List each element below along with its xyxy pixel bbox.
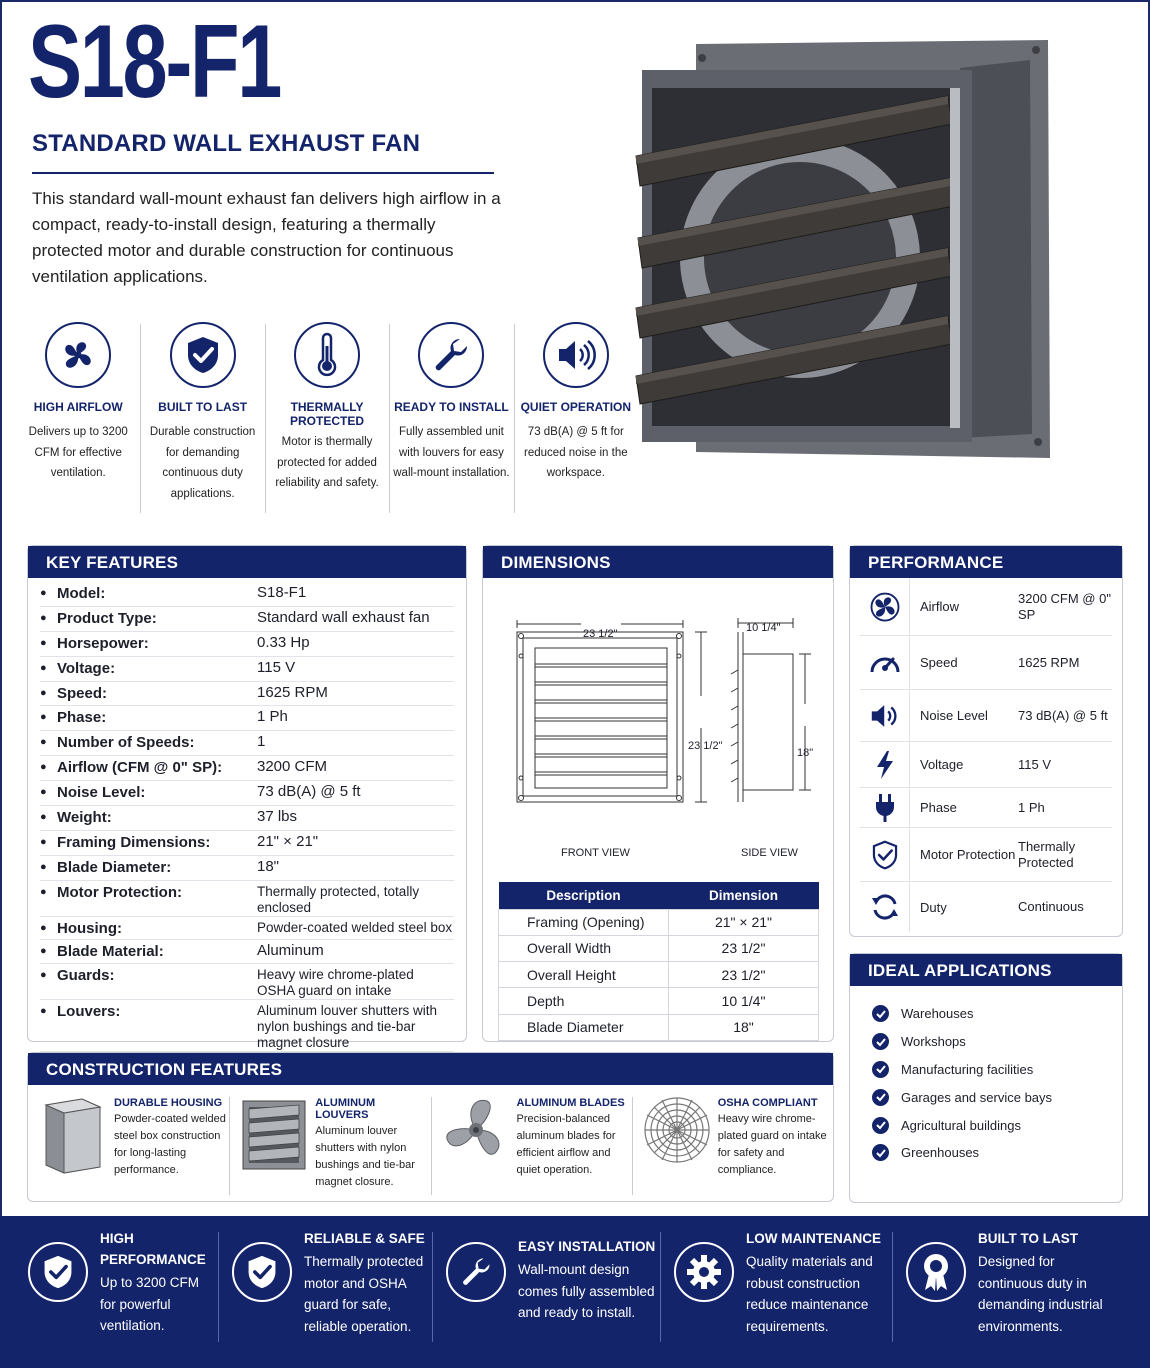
dimensions-title: DIMENSIONS	[483, 546, 833, 578]
shield-check-icon	[860, 828, 910, 881]
performance-row	[860, 788, 1112, 828]
product-subtitle: STANDARD WALL EXHAUST FAN	[32, 130, 421, 157]
dimension-description: Depth	[499, 988, 669, 1014]
dimension-value: 23 1/2"	[669, 935, 819, 961]
key-feature-label: Number of Speeds:	[57, 734, 195, 752]
list-item	[872, 1111, 1122, 1139]
wrench-icon	[418, 322, 484, 388]
applications-panel	[849, 953, 1123, 1203]
product-image	[630, 38, 1060, 468]
key-feature-value: 1	[257, 733, 266, 751]
dimension-value: 23 1/2"	[669, 962, 819, 988]
key-feature-value: Thermally protected, totally enclosed	[257, 883, 420, 915]
highlight-title: HIGH AIRFLOW	[33, 400, 123, 414]
highlight-title: THERMALLY PROTECTED	[290, 400, 365, 428]
highlight-text: Delivers up to 3200 CFM for effective ventilation.	[28, 426, 128, 479]
key-feature-label: Airflow (CFM @ 0" SP):	[57, 759, 223, 777]
banner-title: EASY INSTALLATION	[518, 1239, 656, 1254]
banner-text: Up to 3200 CFM for powerful ventilation.	[100, 1275, 200, 1333]
key-feature-value: 115 V	[257, 658, 296, 676]
check-icon	[872, 1061, 889, 1078]
key-feature-label: Product Type:	[57, 609, 157, 627]
gear-icon	[674, 1242, 734, 1302]
bullet-icon: ●	[40, 786, 47, 799]
bullet-icon: ●	[40, 1004, 47, 1017]
construction-panel	[27, 1052, 834, 1202]
model-title: S18-F1	[28, 4, 280, 120]
performance-value: 1 Ph	[1018, 799, 1045, 815]
list-item	[872, 1000, 1122, 1028]
highlight-text: Fully assembled unit with louvers for easy wall-mount installation.	[393, 426, 510, 479]
application-label: Greenhouses	[901, 1145, 980, 1161]
performance-title: PERFORMANCE	[850, 546, 1122, 578]
key-feature-label: Horsepower:	[57, 634, 149, 652]
side-height-label: 18"	[797, 747, 814, 759]
key-feature-value: 3200 CFM	[257, 758, 328, 776]
key-feature-row	[40, 856, 454, 881]
list-item	[872, 1056, 1122, 1084]
key-feature-row	[40, 682, 454, 707]
check-icon	[872, 1005, 889, 1022]
bullet-icon: ●	[40, 860, 47, 873]
banner-item	[446, 1228, 674, 1368]
dimension-value: 21" × 21"	[669, 909, 819, 935]
highlight-high-airflow	[16, 322, 140, 517]
key-feature-label: Blade Material:	[57, 943, 164, 961]
shield-check-icon	[232, 1242, 292, 1302]
construction-item	[632, 1095, 833, 1191]
key-feature-value: Powder-coated welded steel box	[257, 919, 453, 935]
application-label: Workshops	[901, 1034, 966, 1050]
list-item	[872, 1083, 1122, 1111]
construction-item-title: OSHA COMPLIANT	[717, 1097, 818, 1109]
shield-check-icon	[28, 1242, 88, 1302]
thermometer-icon	[294, 322, 360, 388]
wrench-icon	[446, 1242, 506, 1302]
highlight-text: Motor is thermally protected for added reliability and safety.	[275, 436, 379, 489]
performance-value: 73 dB(A) @ 5 ft	[1018, 707, 1108, 723]
bullet-icon: ●	[40, 711, 47, 724]
key-feature-row	[40, 731, 454, 756]
bullet-icon: ●	[40, 736, 47, 749]
highlight-text: 73 dB(A) @ 5 ft for reduced noise in the workspace.	[524, 426, 628, 479]
table-row	[499, 935, 819, 961]
dimension-description: Blade Diameter	[499, 1014, 669, 1040]
application-label: Agricultural buildings	[901, 1117, 1021, 1133]
highlight-thermally-protected	[265, 322, 389, 517]
performance-label: Speed	[920, 655, 958, 670]
key-feature-row	[40, 706, 454, 731]
dimension-drawings	[483, 578, 833, 859]
performance-row	[860, 828, 1112, 882]
table-row	[499, 1014, 819, 1040]
banner-item	[906, 1228, 1116, 1368]
product-description: This standard wall-mount exhaust fan delivers high airflow in a compact, ready-to-install design, featuring a thermally protected motor and durable construction for continuous ventilation applications.	[32, 189, 501, 286]
key-feature-value: 18"	[257, 857, 280, 875]
bullet-icon: ●	[40, 611, 47, 624]
blade-icon	[441, 1095, 511, 1187]
performance-label: Duty	[920, 899, 947, 915]
key-feature-value: 73 dB(A) @ 5 ft	[257, 783, 361, 801]
key-feature-value: Aluminum louver shutters with nylon bushings and tie-bar magnet closure	[257, 1002, 438, 1050]
dimension-description: Overall Height	[499, 962, 669, 988]
key-feature-value: Standard wall exhaust fan	[257, 608, 430, 626]
key-feature-value: 1 Ph	[257, 708, 288, 726]
performance-value: Continuous	[1018, 899, 1084, 914]
banner-text: Wall-mount design comes fully assembled and ready to install.	[518, 1262, 655, 1320]
banner-text: Designed for continuous duty in demanding industrial environments.	[978, 1254, 1103, 1334]
bolt-icon	[860, 742, 910, 787]
construction-item-title: ALUMINUM LOUVERS	[315, 1097, 376, 1121]
key-feature-row	[40, 607, 454, 632]
key-feature-row	[40, 756, 454, 781]
award-icon	[906, 1242, 966, 1302]
application-label: Warehouses	[901, 1006, 974, 1022]
table-header: Dimension	[669, 882, 819, 909]
applications-title: IDEAL APPLICATIONS	[850, 954, 1122, 986]
table-row	[499, 962, 819, 988]
key-feature-label: Louvers:	[57, 1002, 121, 1020]
key-features-title: KEY FEATURES	[28, 546, 466, 578]
table-row	[499, 988, 819, 1014]
key-feature-row	[40, 917, 454, 941]
bullet-icon: ●	[40, 835, 47, 848]
key-feature-row	[40, 806, 454, 831]
construction-item-text: Aluminum louver shutters with nylon bushings and tie-bar magnet closure.	[315, 1125, 415, 1188]
dimension-value: 10 1/4"	[669, 988, 819, 1014]
side-view-label: SIDE VIEW	[741, 847, 798, 859]
key-feature-row	[40, 881, 454, 917]
cycle-icon	[860, 882, 910, 932]
banner-item	[232, 1228, 446, 1368]
performance-row	[860, 742, 1112, 788]
check-icon	[872, 1033, 889, 1050]
construction-title: CONSTRUCTION FEATURES	[28, 1053, 833, 1085]
performance-row	[860, 690, 1112, 742]
check-icon	[872, 1089, 889, 1106]
dimension-description: Overall Width	[499, 935, 669, 961]
list-item	[872, 1028, 1122, 1056]
performance-row	[860, 882, 1112, 932]
fan-icon	[45, 322, 111, 388]
key-feature-label: Framing Dimensions:	[57, 833, 211, 851]
highlights-row	[16, 322, 638, 517]
key-feature-label: Motor Protection:	[57, 883, 182, 901]
key-feature-label: Blade Diameter:	[57, 858, 172, 876]
front-view-label: FRONT VIEW	[561, 847, 630, 859]
check-icon	[872, 1117, 889, 1134]
performance-panel	[849, 545, 1123, 937]
banner-item	[674, 1228, 906, 1368]
dimensions-table	[498, 882, 819, 1041]
banner-title: HIGH PERFORMANCE	[100, 1231, 206, 1267]
table-row	[499, 909, 819, 935]
construction-item-text: Precision-balanced aluminum blades for efficient airflow and quiet operation.	[516, 1113, 616, 1176]
key-feature-label: Housing:	[57, 919, 122, 937]
performance-label: Phase	[920, 800, 957, 815]
key-features-panel	[27, 545, 467, 1050]
highlight-title: BUILT TO LAST	[158, 400, 248, 414]
performance-value: 115 V	[1018, 756, 1052, 772]
performance-list	[850, 578, 1122, 932]
list-item	[872, 1139, 1122, 1167]
key-feature-value: Aluminum	[257, 942, 324, 960]
performance-value: 1625 RPM	[1018, 654, 1080, 670]
bullet-icon: ●	[40, 686, 47, 699]
side-depth-label: 10 1/4"	[746, 622, 781, 634]
key-features-list	[28, 578, 466, 1052]
bullet-icon: ●	[40, 921, 47, 934]
gauge-icon	[860, 636, 910, 689]
banner-text: Quality materials and robust construction reduce maintenance requirements.	[746, 1254, 873, 1334]
shield-check-icon	[170, 322, 236, 388]
banner-text: Thermally protected motor and OSHA guard for safe, reliable operation.	[304, 1254, 424, 1334]
performance-label: Airflow	[920, 599, 960, 614]
fan-icon	[860, 578, 910, 635]
front-height-label: 23 1/2"	[688, 740, 723, 752]
dimensions-panel	[482, 545, 834, 1042]
highlight-text: Durable construction for demanding continuous duty applications.	[149, 426, 256, 500]
dimension-description: Framing (Opening)	[499, 909, 669, 935]
performance-value: 3200 CFM @ 0" SP	[1018, 590, 1111, 622]
dimension-value: 18"	[669, 1014, 819, 1040]
key-feature-row	[40, 1000, 454, 1052]
key-feature-row	[40, 582, 454, 607]
key-feature-label: Voltage:	[57, 659, 116, 677]
banner-title: RELIABLE & SAFE	[304, 1231, 425, 1246]
construction-item-title: DURABLE HOUSING	[114, 1097, 223, 1109]
highlight-quiet-operation	[514, 322, 638, 517]
application-label: Garages and service bays	[901, 1089, 1053, 1105]
construction-item	[431, 1095, 632, 1191]
performance-row	[860, 636, 1112, 690]
key-feature-label: Weight:	[57, 809, 112, 827]
banner-title: LOW MAINTENANCE	[746, 1231, 881, 1246]
key-feature-value: Heavy wire chrome-plated OSHA guard on intake	[257, 966, 414, 998]
construction-item	[28, 1095, 229, 1191]
key-feature-label: Phase:	[57, 709, 107, 727]
front-side-view-drawing	[483, 578, 835, 848]
key-feature-row	[40, 781, 454, 806]
key-feature-row	[40, 657, 454, 682]
key-feature-row	[40, 831, 454, 856]
check-icon	[872, 1144, 889, 1161]
bullet-icon: ●	[40, 945, 47, 958]
highlight-title: READY TO INSTALL	[394, 400, 509, 414]
key-feature-value: 0.33 Hp	[257, 633, 310, 651]
speaker-icon	[543, 322, 609, 388]
performance-label: Noise Level	[920, 708, 988, 723]
construction-item-text: Powder-coated welded steel box construction for long-lasting performance.	[114, 1113, 226, 1176]
key-feature-label: Speed:	[57, 684, 108, 702]
highlight-built-to-last	[140, 322, 264, 517]
performance-row	[860, 578, 1112, 636]
key-feature-value: 1625 RPM	[257, 683, 328, 701]
bullet-icon: ●	[40, 968, 47, 981]
key-feature-row	[40, 940, 454, 964]
key-feature-row	[40, 632, 454, 657]
key-feature-value: 21" × 21"	[257, 832, 319, 850]
benefits-banner	[0, 1216, 1150, 1368]
highlight-title: QUIET OPERATION	[520, 400, 632, 414]
key-feature-label: Model:	[57, 585, 106, 602]
bullet-icon: ●	[40, 587, 47, 599]
construction-item-text: Heavy wire chrome-plated guard on intake for safety and compliance.	[717, 1113, 827, 1176]
construction-row	[28, 1085, 833, 1191]
bullet-icon: ●	[40, 661, 47, 674]
bullet-icon: ●	[40, 636, 47, 649]
performance-value: Thermally Protected	[1018, 838, 1076, 870]
front-width-label: 23 1/2"	[583, 628, 618, 640]
guard-icon	[642, 1095, 712, 1187]
key-feature-label: Guards:	[57, 966, 115, 984]
key-feature-row	[40, 964, 454, 1000]
bullet-icon: ●	[40, 761, 47, 774]
bullet-icon: ●	[40, 811, 47, 824]
performance-label: Voltage	[920, 757, 964, 772]
plug-icon	[860, 788, 910, 827]
key-feature-value: S18-F1	[257, 584, 307, 601]
construction-item	[229, 1095, 430, 1191]
header-divider	[32, 172, 494, 174]
application-label: Manufacturing facilities	[901, 1061, 1034, 1077]
performance-label: Motor Protection	[920, 847, 1016, 862]
speaker-icon	[860, 690, 910, 741]
louvers-icon	[239, 1095, 309, 1187]
banner-item	[28, 1228, 218, 1368]
highlight-ready-to-install	[389, 322, 513, 517]
construction-item-title: ALUMINUM BLADES	[516, 1097, 625, 1109]
bullet-icon: ●	[40, 885, 47, 898]
key-feature-label: Noise Level:	[57, 784, 146, 802]
applications-list	[850, 986, 1122, 1167]
banner-title: BUILT TO LAST	[978, 1231, 1078, 1246]
table-header: Description	[499, 882, 669, 909]
housing-icon	[38, 1095, 108, 1187]
key-feature-value: 37 lbs	[257, 808, 298, 826]
